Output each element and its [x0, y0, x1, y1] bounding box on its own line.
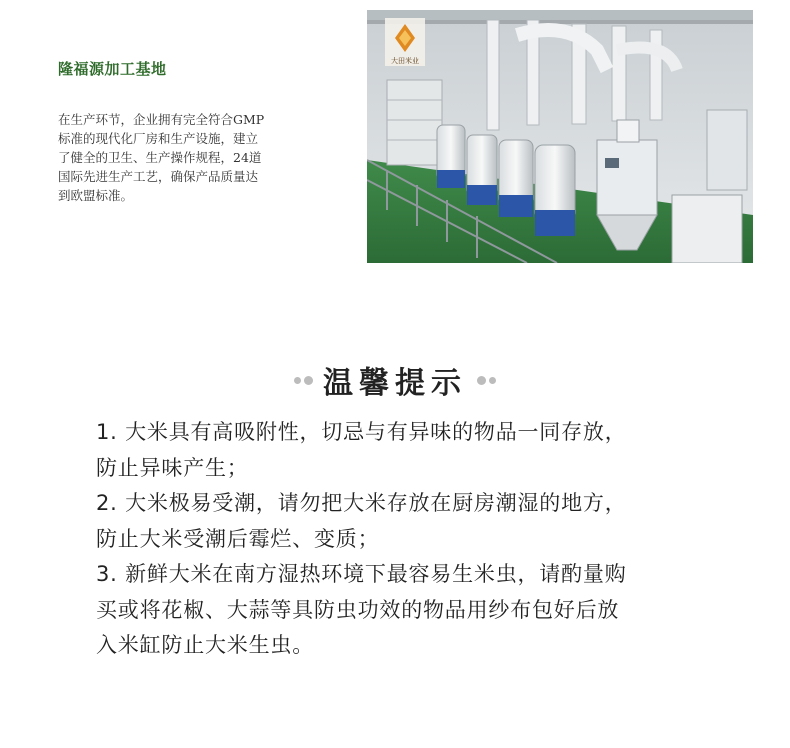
tip-line: 2. 大米极易受潮，请勿把大米存放在厨房潮湿的地方，	[96, 491, 627, 515]
tip-line: 防止大米受潮后霉烂、变质；	[96, 526, 380, 551]
tips-title: 温馨提示	[323, 366, 467, 401]
tip-line: 3. 新鲜大米在南方湿热环境下最容易生米虫，请酌量购	[96, 562, 627, 586]
tip-line: 买或将花椒、大蒜等具防虫功效的物品用纱布包好后放	[96, 597, 620, 622]
tip-line: 1. 大米具有高吸附性，切忌与有异味的物品一同存放，	[96, 420, 627, 444]
description-line: 到欧盟标准。	[58, 188, 134, 203]
photo-brand-text: 大田米业	[391, 57, 419, 65]
description-line: 国际先进生产工艺，确保产品质量达	[58, 169, 259, 184]
base-title: 隆福源加工基地	[58, 60, 167, 78]
tips-header	[0, 360, 790, 400]
tip-line: 防止异味产生；	[96, 455, 249, 480]
factory-photo	[367, 10, 753, 263]
tip-line: 入米缸防止大米生虫。	[96, 633, 314, 657]
description-line: 标准的现代化厂房和生产设施，建立	[58, 131, 259, 146]
description-line: 了健全的卫生、生产操作规程，24道	[58, 150, 262, 165]
decor-dots-left	[294, 376, 313, 385]
description-line: 在生产环节，企业拥有完全符合GMP	[58, 112, 265, 127]
base-description	[58, 110, 358, 205]
decor-dots-right	[477, 376, 496, 385]
tips-list	[96, 415, 736, 664]
